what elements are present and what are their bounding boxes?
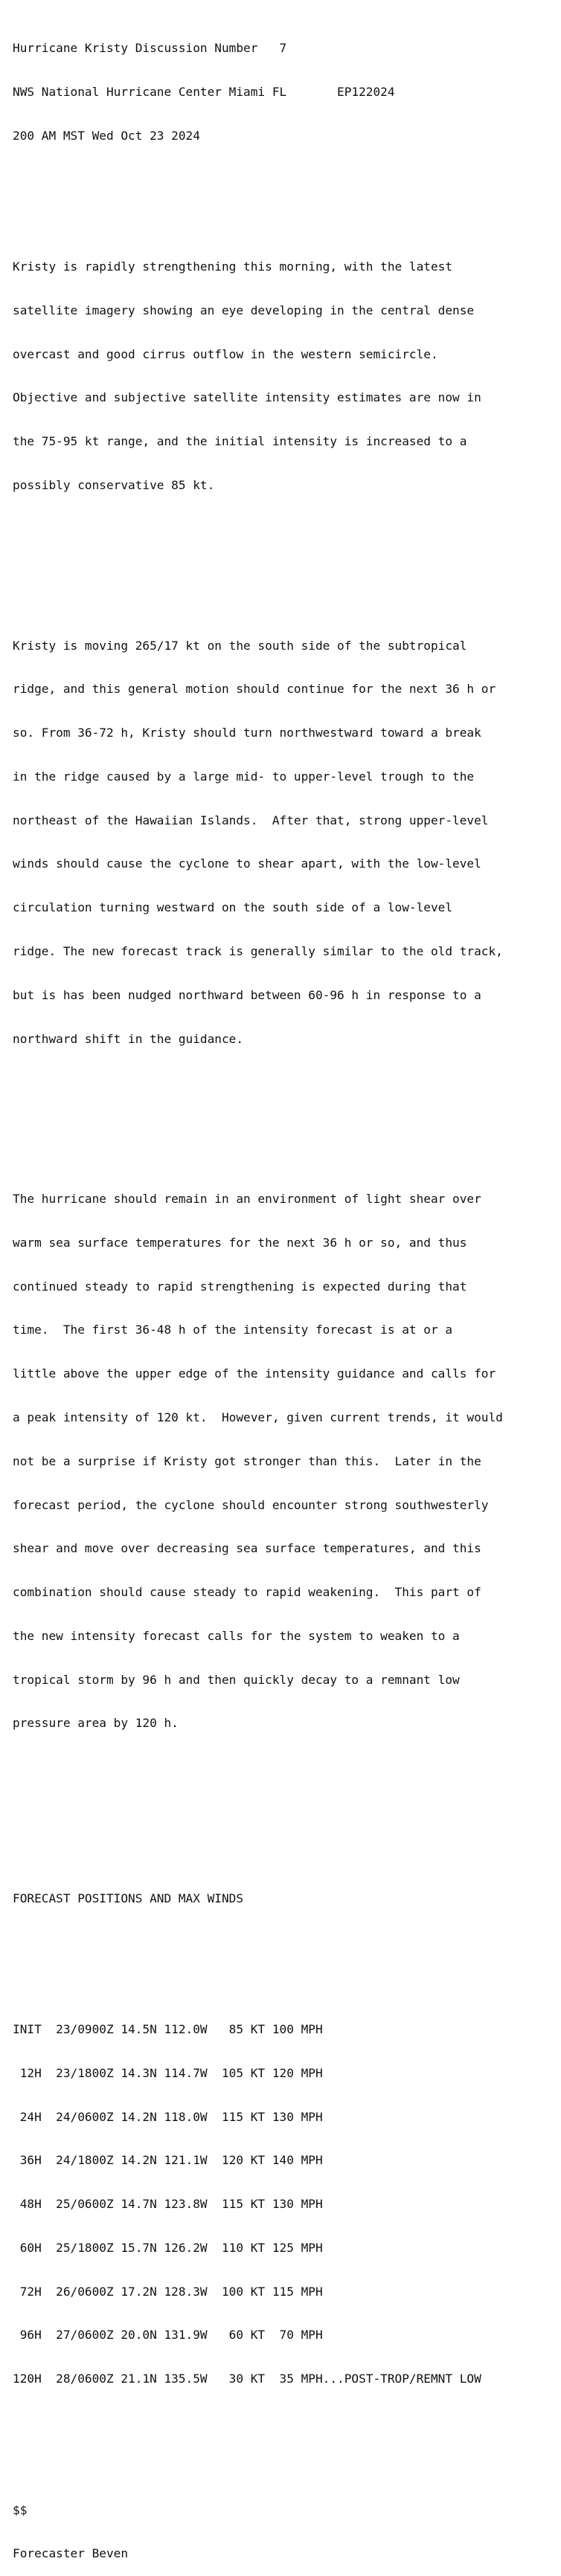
paragraph-line: time. The first 36-48 h of the intensity forecast is at or a	[13, 1323, 453, 1337]
paragraph-line: the new intensity forecast calls for the system to weaken to a	[13, 1628, 460, 1643]
forecast-row: 60H 25/1800Z 15.7N 126.2W 110 KT 125 MPH	[13, 2240, 323, 2255]
end-marker: $$	[13, 2502, 28, 2517]
forecast-row: 72H 26/0600Z 17.2N 128.3W 100 KT 115 MPH	[13, 2284, 323, 2299]
paragraph-line: satellite imagery showing an eye developing in the central dense	[13, 303, 475, 317]
forecaster-signature: Forecaster Beven	[13, 2546, 129, 2561]
paragraph-line: tropical storm by 96 h and then quickly decay to a remnant low	[13, 1672, 460, 1687]
paragraph-line: circulation turning westward on the south side of a low-level	[13, 900, 453, 915]
paragraph-line: shear and move over decreasing sea surface temperatures, and this	[13, 1541, 481, 1556]
forecast-row: 48H 25/0600Z 14.7N 123.8W 115 KT 130 MPH	[13, 2197, 323, 2212]
paragraph-line: overcast and good cirrus outflow in the western semicircle.	[13, 346, 438, 361]
discussion-document	[13, 12, 503, 2576]
forecast-row: INIT 23/0900Z 14.5N 112.0W 85 KT 100 MPH	[13, 2021, 323, 2036]
paragraph-line: winds should cause the cyclone to shear apart, with the low-level	[13, 856, 481, 871]
forecast-row: 12H 23/1800Z 14.3N 114.7W 105 KT 120 MPH	[13, 2065, 323, 2080]
paragraph-line: not be a surprise if Kristy got stronger than this. Later in the	[13, 1453, 481, 1468]
paragraph-line: so. From 36-72 h, Kristy should turn northwestward toward a break	[13, 726, 481, 740]
forecast-row: 96H 27/0600Z 20.0N 131.9W 60 KT 70 MPH	[13, 2328, 323, 2343]
paragraph-line: Objective and subjective satellite intensity estimates are now in	[13, 390, 481, 405]
paragraph-line: little above the upper edge of the intensity guidance and calls for	[13, 1366, 496, 1381]
forecast-row: 120H 28/0600Z 21.1N 135.5W 30 KT 35 MPH...POST-TROP/REMNT LOW	[13, 2372, 481, 2386]
forecast-table	[13, 1993, 503, 2415]
spacer	[13, 172, 503, 187]
paragraph-line: a peak intensity of 120 kt. However, given current trends, it would	[13, 1410, 503, 1424]
spacer	[13, 551, 503, 566]
spacer	[13, 1789, 503, 1804]
paragraph-line: possibly conservative 85 kt.	[13, 478, 215, 492]
paragraph-line: Kristy is rapidly strengthening this morning, with the latest	[13, 259, 453, 274]
forecast-row: 24H 24/0600Z 14.2N 118.0W 115 KT 130 MPH	[13, 2109, 323, 2124]
forecast-heading: FORECAST POSITIONS AND MAX WINDS	[13, 1891, 244, 1905]
forecast-row: 36H 24/1800Z 14.2N 121.1W 120 KT 140 MPH	[13, 2153, 323, 2168]
spacer	[13, 1833, 503, 1847]
paragraph-line: combination should cause steady to rapid weakening. This part of	[13, 1585, 481, 1600]
paragraph-line: warm sea surface temperatures for the next 36 h or so, and thus	[13, 1235, 467, 1250]
paragraph-line: northeast of the Hawaiian Islands. After that, strong upper-level	[13, 813, 489, 827]
paragraph-line: ridge, and this general motion should continue for the next 36 h or	[13, 682, 496, 697]
paragraph-forecast	[13, 1163, 503, 1760]
paragraph-line: Kristy is moving 265/17 kt on the south side of the subtropical	[13, 638, 467, 653]
header-title: Hurricane Kristy Discussion Number 7	[13, 41, 287, 56]
paragraph-track	[13, 609, 503, 1075]
paragraph-line: in the ridge caused by a large mid- to upper-level trough to the	[13, 769, 475, 784]
paragraph-line: but is has been nudged northward between 60-96 h in response to a	[13, 987, 481, 1002]
paragraph-line: The hurricane should remain in an environment of light shear over	[13, 1192, 481, 1207]
spacer	[13, 1105, 503, 1120]
spacer	[13, 1934, 503, 1949]
paragraph-line: ridge. The new forecast track is generally similar to the old track,	[13, 944, 503, 958]
paragraph-line: the 75-95 kt range, and the initial intensity is increased to a	[13, 434, 467, 449]
paragraph-intensity	[13, 230, 503, 522]
paragraph-line: northward shift in the guidance.	[13, 1031, 244, 1046]
paragraph-line: pressure area by 120 h.	[13, 1716, 179, 1731]
header-office: NWS National Hurricane Center Miami FL EP122024	[13, 84, 395, 99]
header-timestamp: 200 AM MST Wed Oct 23 2024	[13, 128, 200, 143]
paragraph-line: forecast period, the cyclone should encounter strong southwesterly	[13, 1497, 489, 1512]
spacer	[13, 2444, 503, 2459]
paragraph-line: continued steady to rapid strengthening is expected during that	[13, 1279, 467, 1294]
